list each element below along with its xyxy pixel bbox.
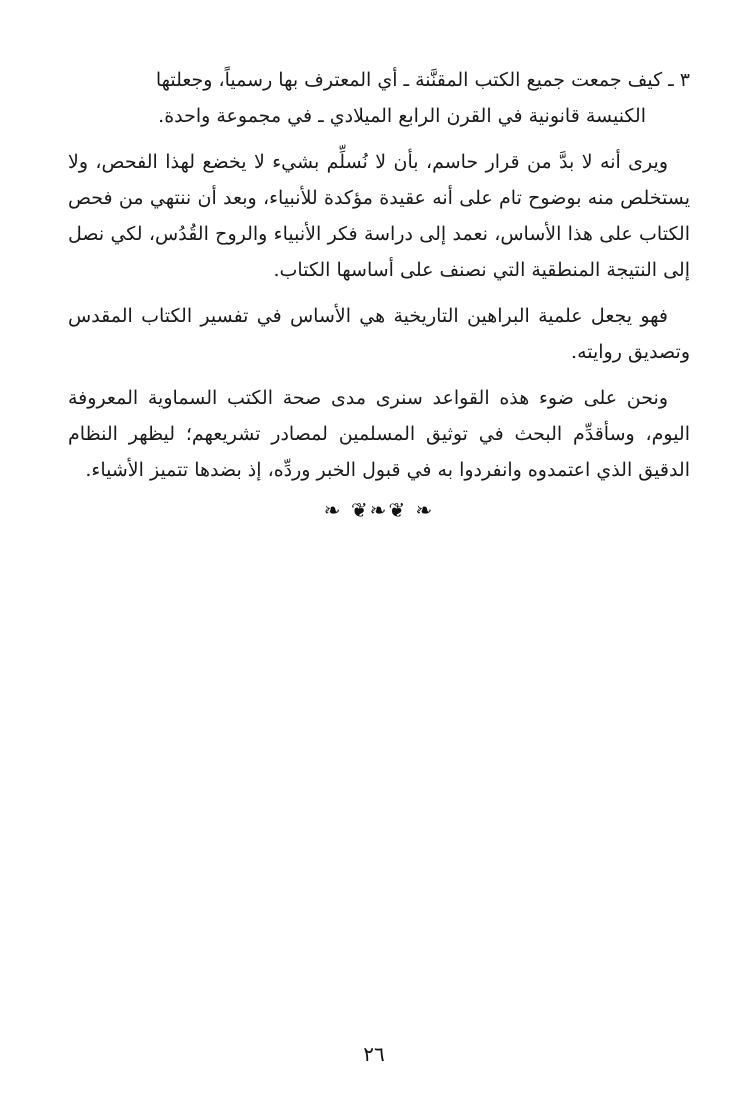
paragraph-2: فهو يجعل علمية البراهين التاريخية هي الأساس في تفسير الكتاب المقدس وتصديق روايته. [68,305,690,363]
paragraph-1: ويرى أنه لا بدَّ من قرار حاسم، بأن لا نُسلِّم بشيء لا يخضع لهذا الفحص، ولا يستخلص منه بوضوح تام على أنه عقيدة مؤكدة للأنبياء، وبعد أن ننتهي من فحص الكتاب على هذا الأساس، نعمد إلى دراسة فكر الأنبياء والروح القُدُس، لكي نصل إلى النتيجة المنطقية التي نصنف على أساسها الكتاب. [68,151,690,281]
list-item-3 [68,62,690,134]
section-ornament: ❧ ❦❧❦ ❧ [323,498,435,522]
paragraph-3: ونحن على ضوء هذه القواعد سنرى مدى صحة الكتب السماوية المعروفة اليوم، وسأقدِّم البحث في توثيق المسلمين لمصادر تشريعهم؛ ليظهر النظام الدقيق الذي اعتمدوه وانفردوا به في قبول الخبر وردِّه، إذ بضدها تتميز الأشياء. [68,387,690,481]
list-item-text-line-1: كيف جمعت جميع الكتب المقنَّنة ـ أي المعترف بها رسمياً، وجعلتها [155,69,663,91]
page-number: ٢٦ [363,1042,385,1066]
list-item-number: ٣ ـ [668,69,690,91]
page-body [68,62,690,522]
list-item-text-line-2: الكنيسة قانونية في القرن الرابع الميلادي ـ في مجموعة واحدة. [158,105,646,127]
